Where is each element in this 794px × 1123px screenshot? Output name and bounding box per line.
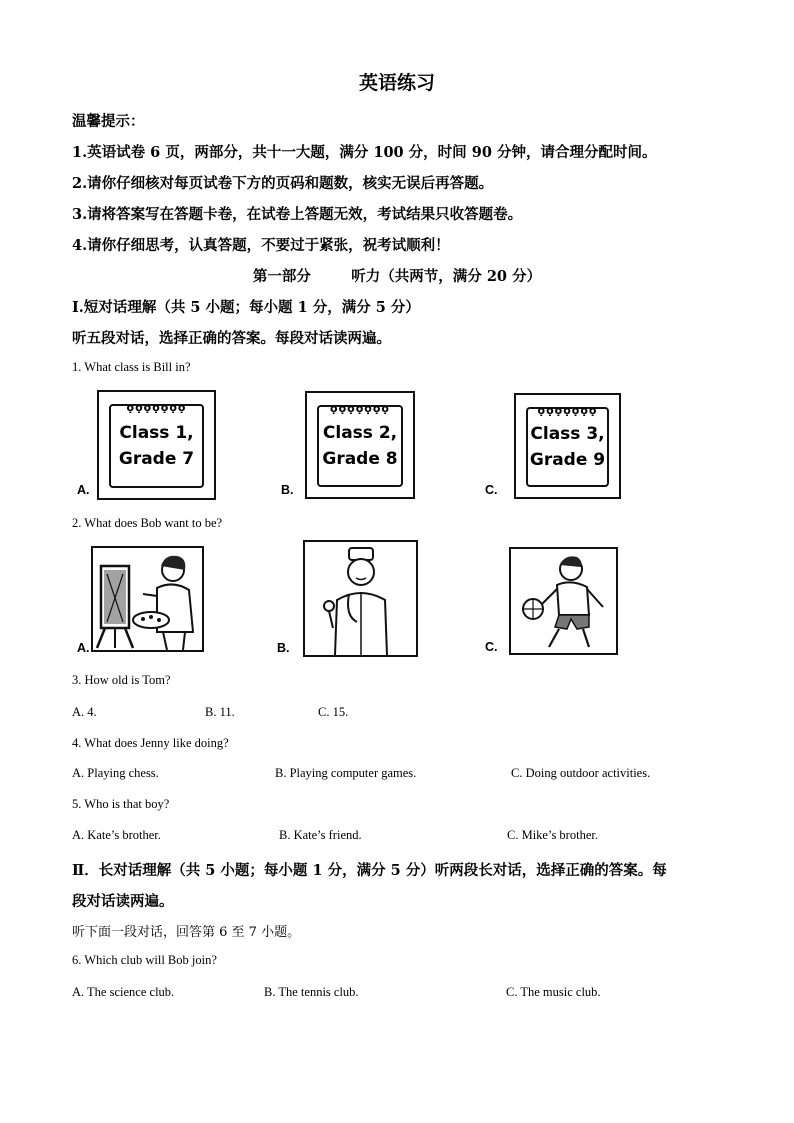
option-c[interactable]: C. 15.	[318, 705, 349, 719]
option-label: B.	[277, 641, 290, 655]
calendar-icon: ọọọọọọọ Class 1, Grade 7	[109, 404, 204, 488]
option-a[interactable]: A. 4.	[72, 705, 97, 719]
option-a[interactable]: A. Kate’s brother.	[72, 828, 161, 842]
painter-icon	[93, 548, 202, 650]
calendar-icon: ọọọọọọọ Class 2, Grade 8	[317, 405, 403, 487]
option-label: A.	[77, 641, 90, 655]
notice-item: 2.请你仔细核对每页试卷下方的页码和题数，核实无误后再答题。	[72, 175, 494, 192]
option-b[interactable]: B. Kate’s friend.	[279, 828, 362, 842]
page-title: 英语练习	[358, 72, 435, 94]
question-text: 5. Who is that boy?	[72, 797, 170, 811]
option-label: C.	[485, 640, 498, 654]
section-heading: Ⅰ.短对话理解（共 5 小题；每小题 1 分，满分 5 分）	[72, 299, 420, 316]
option-a[interactable]: A. The science club.	[72, 985, 175, 999]
notice-item: 3.请将答案写在答题卡卷，在试卷上答题无效，考试结果只收答题卷。	[72, 206, 523, 223]
question-text: 3. How old is Tom?	[72, 673, 171, 687]
basketball-player-icon	[511, 549, 616, 653]
option-b[interactable]: B. The tennis club.	[264, 985, 359, 999]
section-heading-cont: 段对话读两遍。	[72, 893, 174, 910]
notice-item: 4.请你仔细思考，认真答题，不要过于紧张，祝考试顺利！	[72, 237, 450, 254]
option-image-b[interactable]	[303, 540, 418, 657]
option-a[interactable]: A. Playing chess.	[72, 766, 159, 780]
notice-item: 1.英语试卷 6 页，两部分，共十一大题，满分 100 分，时间 90 分钟，请合理分配时间。	[72, 144, 657, 161]
calendar-line1: Class 2,	[322, 422, 398, 443]
option-b[interactable]: B. 11.	[205, 705, 235, 719]
question-text: 2. What does Bob want to be?	[72, 516, 223, 530]
section-instruction: 听下面一段对话，回答第 6 至 7 小题。	[72, 925, 301, 940]
question-text: 1. What class is Bill in?	[72, 360, 191, 374]
option-image-c[interactable]	[514, 393, 621, 499]
option-image-b[interactable]	[305, 391, 415, 499]
notice-heading: 温馨提示：	[72, 113, 145, 130]
calendar-line1: Class 1,	[119, 422, 194, 443]
section-instruction: 听五段对话，选择正确的答案。每段对话读两遍。	[72, 330, 391, 347]
question-text: 6. Which club will Bob join?	[72, 953, 217, 967]
option-image-a[interactable]	[97, 390, 216, 500]
option-image-c[interactable]	[509, 547, 618, 655]
calendar-icon: ọọọọọọọ Class 3, Grade 9	[526, 407, 609, 487]
question-text: 4. What does Jenny like doing?	[72, 736, 229, 750]
calendar-line1: Class 3,	[530, 423, 605, 444]
option-b[interactable]: B. Playing computer games.	[275, 766, 417, 780]
calendar-line2: Grade 8	[322, 449, 398, 469]
doctor-icon	[305, 542, 416, 655]
section-heading: Ⅱ．长对话理解（共 5 小题；每小题 1 分，满分 5 分）听两段长对话，选择正确的答案。每	[72, 862, 667, 879]
calendar-line2: Grade 7	[118, 449, 195, 469]
option-c[interactable]: C. Mike’s brother.	[507, 828, 598, 842]
calendar-line2: Grade 9	[529, 450, 606, 470]
option-label: B.	[281, 483, 294, 497]
option-label: C.	[485, 483, 498, 497]
option-image-a[interactable]	[91, 546, 204, 652]
part-heading: 第一部分 听力（共两节，满分 20 分）	[252, 268, 542, 285]
option-c[interactable]: C. The music club.	[506, 985, 601, 999]
option-c[interactable]: C. Doing outdoor activities.	[511, 766, 651, 780]
option-label: A.	[77, 483, 90, 497]
